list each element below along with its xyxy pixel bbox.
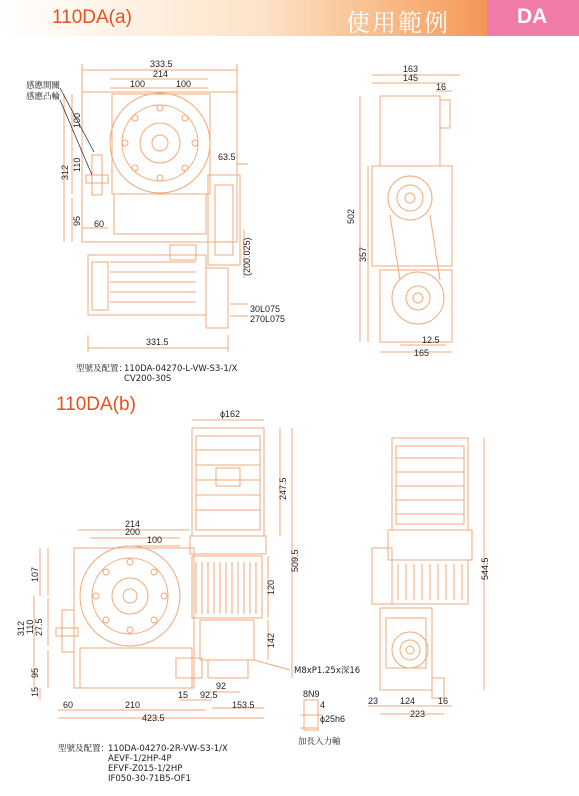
dim-b-h4235: 423.5 [142,713,165,723]
dim-b-s5445: 544.5 [480,557,490,580]
section-title-b: 110DA(b) [56,394,136,415]
dim-a-l30: 30L075 [250,304,281,314]
dim-b-v120: 120 [266,579,276,595]
dim-b-v312: 312 [16,620,26,636]
dim-b-v247: 247.5 [278,477,288,500]
dim-a-v110: 110 [72,157,82,172]
dim-a-h60: 60 [94,219,105,229]
spec-line-b-4: IF050-30-71B5-OF1 [108,774,191,784]
dim-b-h210: 210 [125,700,141,710]
dim-a-s357: 357 [358,246,368,262]
dim-b-m8: M8xP1.25x深16 [294,666,361,676]
dim-b-s223: 223 [410,709,426,719]
dim-a-s502: 502 [346,208,356,224]
dim-a-s163: 163 [403,64,419,74]
page-category-title: 使用範例 [346,9,450,37]
label-sensor-cam: 感應凸輪 [26,92,61,102]
dim-b-s16: 16 [438,696,449,706]
dim-b-v107: 107 [30,566,40,582]
dim-a-v100: 100 [72,112,82,128]
dim-b-w214: 214 [125,519,141,529]
dim-a-s165: 165 [414,348,430,358]
dim-a-v95: 95 [72,215,82,226]
spec-line-a-2: CV200-30S [124,374,172,384]
dim-b-v110: 110 [25,619,35,634]
dim-b-v142: 142 [266,632,276,648]
dim-b-v15: 15 [30,686,40,697]
section-title-a: 110DA(a) [52,7,132,28]
dim-a-v200: (200.025) [242,237,252,276]
spec-line-b-3: EFVF-Z015-1/2HP [108,764,183,774]
dim-b-phi162: ϕ162 [220,409,241,419]
dim-a-v312: 312 [60,164,70,180]
dim-b-h1535: 153.5 [232,700,255,710]
spec-line-a-1: 110DA-04270-L-VW-S3-1/X [124,364,238,374]
dim-b-h15: 15 [178,690,189,700]
spec-label-b: 型號及配置： [58,744,110,754]
dim-a-s145: 145 [403,73,419,83]
dim-a-w100a: 100 [130,79,146,89]
dim-a-w100b: 100 [176,79,192,89]
dim-b-w100: 100 [147,535,163,545]
dim-a-s12: 12.5 [422,335,440,345]
dim-b-n4: 4 [320,700,326,710]
dim-b-h925: 92.5 [200,690,218,700]
dim-b-v275: 27.5 [34,618,44,636]
dim-b-phi25: ϕ25h6 [320,714,346,724]
dim-a-w333: 333.5 [150,59,173,69]
dim-b-v95: 95 [30,667,40,678]
spec-line-b-1: 110DA-04270-2R-VW-S3-1/X [108,744,228,754]
dim-b-h92: 92 [216,681,227,691]
dim-b-n8: 8N9 [303,689,320,699]
dim-b-s23: 23 [368,696,379,706]
dim-a-h63: 63.5 [218,152,236,162]
label-sensor-switch: 感應開關 [26,81,61,91]
shaft-label: 加長入力軸 [298,737,341,747]
dim-b-w200: 200 [125,527,141,537]
dim-b-h60: 60 [63,700,74,710]
dim-a-l270: 270L075 [250,314,286,324]
dim-a-w214: 214 [153,69,169,79]
dim-a-s16: 16 [436,82,447,92]
dim-a-w331: 331.5 [146,337,169,347]
spec-line-b-2: AEVF-1/2HP-4P [108,754,172,764]
dim-b-v509: 509.5 [290,549,300,572]
spec-label-a: 型號及配置： [76,364,128,374]
dim-b-s124: 124 [400,696,416,706]
category-tab-label: DA [517,5,548,28]
